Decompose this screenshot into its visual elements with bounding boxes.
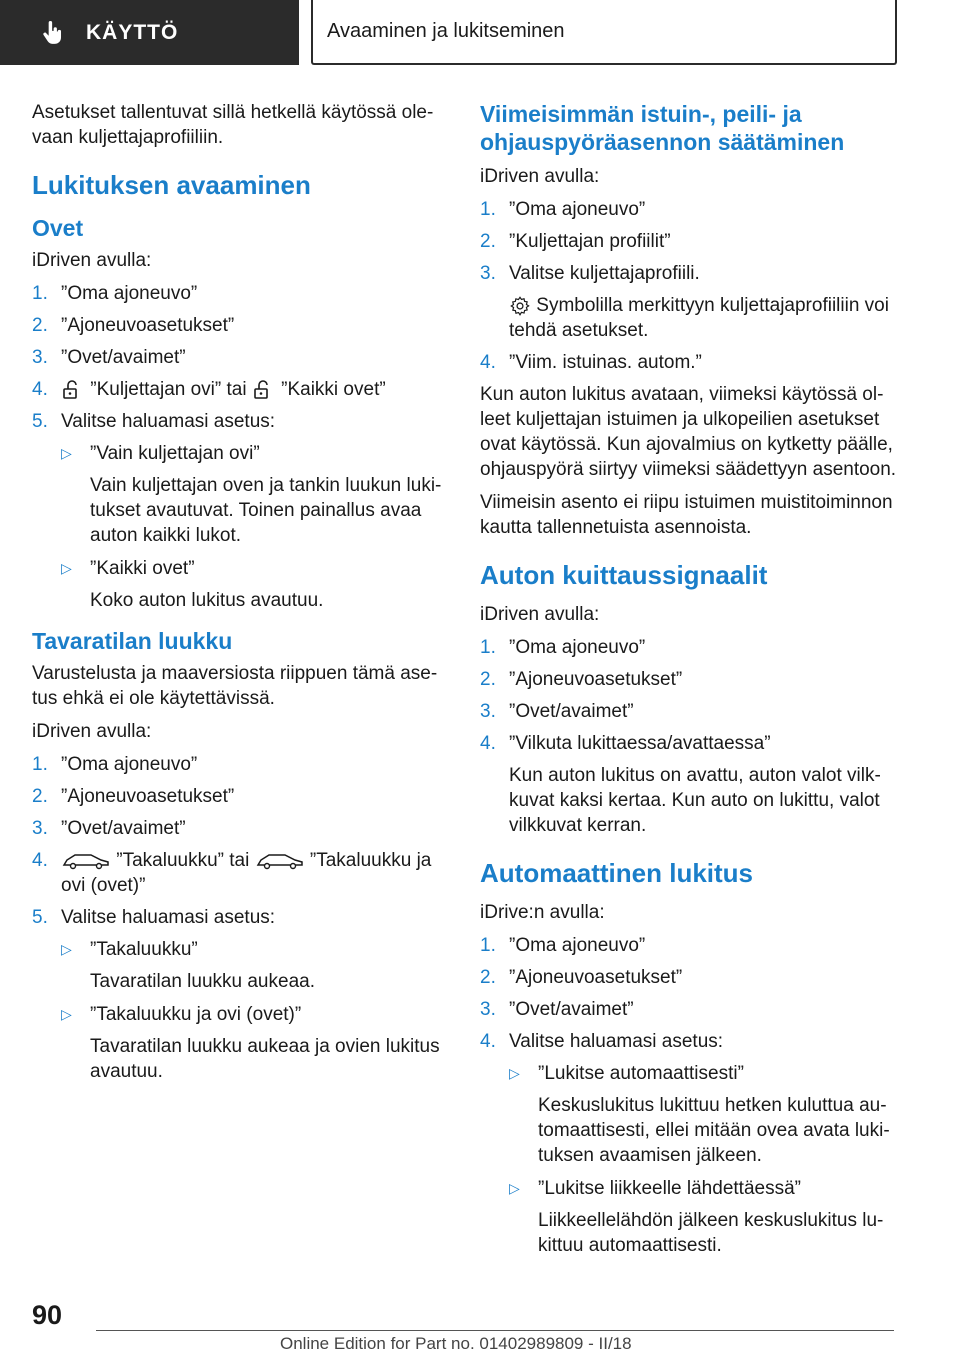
list-number: 2. xyxy=(480,669,496,690)
left-column xyxy=(32,100,452,1092)
list-item xyxy=(480,965,900,990)
triangle-bullet-icon: ▷ xyxy=(61,1006,72,1022)
option-item xyxy=(480,1176,900,1201)
list-number: 1. xyxy=(480,199,496,220)
list-text: ”Ovet/avaimet” xyxy=(509,701,634,722)
list-text: ”Ovet/avaimet” xyxy=(61,818,186,839)
option-description: Tavaratilan luukku aukeaa ja ovien lukitus avautuu. xyxy=(90,1036,440,1082)
list-item xyxy=(480,197,900,222)
list-text: ”Oma ajoneuvo” xyxy=(509,199,646,220)
list-item xyxy=(480,1029,900,1054)
list-number: 2. xyxy=(32,786,48,807)
unlock-icon xyxy=(61,379,85,401)
automaattinen-lead: iDrive:n avulla: xyxy=(480,902,605,923)
list-number: 1. xyxy=(32,754,48,775)
viimeisin-paragraph-2: Viimeisin asento ei riipu istuimen muistitoiminnon kautta tallennetuista asennoista. xyxy=(480,492,893,538)
list-text: ”Oma ajoneuvo” xyxy=(509,637,646,658)
option-title: ”Takaluukku” xyxy=(90,939,198,960)
list-item xyxy=(480,731,900,756)
list-item xyxy=(32,905,452,930)
list-item xyxy=(32,784,452,809)
tavaratila-note: Varustelusta ja maaversiosta riippuen tämä ase-tus ehkä ei ole käytettävissä. xyxy=(32,663,438,709)
list-number: 4. xyxy=(480,352,496,373)
list-text: ”Vilkuta lukittaessa/avattaessa” xyxy=(509,733,771,754)
list-number: 3. xyxy=(480,701,496,722)
list-item xyxy=(480,997,900,1022)
ovet-lead: iDriven avulla: xyxy=(32,250,152,271)
option-item xyxy=(480,1061,900,1086)
viimeisin-paragraph-1: Kun auton lukitus avataan, viimeksi käytössä ol-leet kuljettajan istuimen ja ulkopeilien asetukset ovat käytössä. Kun ajovalmius on kytketty päälle, ohjauspyörä siirtyy viimeksi säädettyyn asentoon. xyxy=(480,384,897,480)
gear-icon xyxy=(509,295,531,317)
kuittaus-heading: Auton kuittaussignaalit xyxy=(480,560,768,590)
list-item xyxy=(32,345,452,370)
section-title: Avaaminen ja lukitseminen xyxy=(327,20,565,42)
page-number: 90 xyxy=(32,1300,63,1330)
list-text: ”Viim. istuinas. autom.” xyxy=(509,352,702,373)
list-text: ”Ovet/avaimet” xyxy=(61,347,186,368)
chapter-tab-label: KÄYTTÖ xyxy=(86,20,179,44)
option-description: Liikkeellelähdön jälkeen keskuslukitus lu-kittuu automaattisesti. xyxy=(538,1210,884,1256)
option-item xyxy=(32,1002,452,1027)
list-item xyxy=(32,377,452,402)
list-number: 1. xyxy=(32,283,48,304)
list-text: ”Ajoneuvoasetukset” xyxy=(509,967,683,988)
list-number: 5. xyxy=(32,411,48,432)
triangle-bullet-icon: ▷ xyxy=(509,1065,520,1081)
list-item xyxy=(480,667,900,692)
list-number: 3. xyxy=(32,347,48,368)
list-text: ”Ajoneuvoasetukset” xyxy=(61,315,235,336)
triangle-bullet-icon: ▷ xyxy=(61,941,72,957)
list-item xyxy=(480,699,900,724)
list-text: ”Oma ajoneuvo” xyxy=(509,935,646,956)
list-number: 2. xyxy=(32,315,48,336)
hand-pointer-icon xyxy=(40,20,66,46)
option-item xyxy=(32,937,452,962)
list-text: ”Kaikki ovet” xyxy=(281,379,386,400)
option-title: ”Lukitse liikkeelle lähdettäessä” xyxy=(538,1178,801,1199)
ovet-heading: Ovet xyxy=(32,215,84,241)
list-text: ”Kuljettajan profiilit” xyxy=(509,231,671,252)
list-number: 1. xyxy=(480,637,496,658)
list-text: ”Oma ajoneuvo” xyxy=(61,754,198,775)
option-title: ”Lukitse automaattisesti” xyxy=(538,1063,744,1084)
option-title: ”Kaikki ovet” xyxy=(90,558,195,579)
list-text: Valitse haluamasi asetus: xyxy=(61,907,276,928)
list-text: ”Takaluukku ja ovi (ovet)” xyxy=(61,850,432,896)
gear-note-text: Symbolilla merkittyyn kuljettajaprofiiliin voi tehdä asetukset. xyxy=(509,295,889,341)
list-item xyxy=(32,752,452,777)
triangle-bullet-icon: ▷ xyxy=(61,560,72,576)
list-number: 4. xyxy=(480,1031,496,1052)
list-number: 5. xyxy=(32,907,48,928)
list-item xyxy=(480,229,900,254)
unlock-icon xyxy=(252,379,276,401)
triangle-bullet-icon: ▷ xyxy=(509,1180,520,1196)
option-description: Koko auton lukitus avautuu. xyxy=(90,590,324,611)
list-item xyxy=(480,261,900,286)
intro-paragraph: Asetukset tallentuvat sillä hetkellä käytössä ole-vaan kuljettajaprofiiliin. xyxy=(32,102,434,148)
kuittaus-lead: iDriven avulla: xyxy=(480,604,600,625)
tavaratila-heading: Tavaratilan luukku xyxy=(32,628,233,654)
tavaratila-lead: iDriven avulla: xyxy=(32,721,152,742)
viimeisin-heading: Viimeisimmän istuin-, peili- ja ohjauspyöräasennon säätäminen xyxy=(480,101,845,155)
list-text: ”Oma ajoneuvo” xyxy=(61,283,198,304)
list-item xyxy=(480,635,900,660)
chapter-tab[interactable] xyxy=(0,0,299,65)
footer-divider xyxy=(96,1330,894,1331)
footer-edition: Online Edition for Part no. 01402989809 - II/18 xyxy=(280,1334,632,1353)
list-item xyxy=(480,350,900,375)
section-header xyxy=(311,0,897,65)
option-item xyxy=(32,441,452,466)
list-number: 3. xyxy=(480,999,496,1020)
option-title: ”Takaluukku ja ovi (ovet)” xyxy=(90,1004,302,1025)
list-number: 1. xyxy=(480,935,496,956)
list-number: 4. xyxy=(480,733,496,754)
list-number: 3. xyxy=(32,818,48,839)
car-tailgate-icon xyxy=(61,851,111,871)
main-heading: Lukituksen avaaminen xyxy=(32,170,311,200)
list-number: 2. xyxy=(480,231,496,252)
list-text: ”Ovet/avaimet” xyxy=(509,999,634,1020)
list-item xyxy=(32,281,452,306)
list-number: 2. xyxy=(480,967,496,988)
list-text: Valitse haluamasi asetus: xyxy=(61,411,276,432)
option-description: Keskuslukitus lukittuu hetken kuluttua au-tomaattisesti, ellei mitään ovea avata luki-tuksen avaamisen jälkeen. xyxy=(538,1095,890,1166)
list-text: Valitse kuljettajaprofiili. xyxy=(509,263,700,284)
option-item xyxy=(32,556,452,581)
list-text: ”Kuljettajan ovi” tai xyxy=(90,379,247,400)
list-text: ”Ajoneuvoasetukset” xyxy=(509,669,683,690)
option-description: Vain kuljettajan oven ja tankin luukun luki-tukset avautuvat. Toinen painallus avaa auton kaikki lukot. xyxy=(90,475,442,546)
option-description: Tavaratilan luukku aukeaa. xyxy=(90,971,315,992)
list-text: Valitse haluamasi asetus: xyxy=(509,1031,724,1052)
option-title: ”Vain kuljettajan ovi” xyxy=(90,443,260,464)
gear-note xyxy=(480,293,900,343)
triangle-bullet-icon: ▷ xyxy=(61,445,72,461)
list-item xyxy=(32,848,452,898)
car-tailgate-icon xyxy=(255,851,305,871)
kuittaus-item4-description: Kun auton lukitus on avattu, auton valot vilk-kuvat kaksi kertaa. Kun auto on lukittu, valot vilkkuvat kerran. xyxy=(509,765,881,836)
list-item xyxy=(480,933,900,958)
automaattinen-heading: Automaattinen lukitus xyxy=(480,858,754,888)
list-item xyxy=(32,313,452,338)
list-item xyxy=(32,816,452,841)
list-text: ”Ajoneuvoasetukset” xyxy=(61,786,235,807)
list-number: 4. xyxy=(32,379,48,400)
list-text: ”Takaluukku” tai xyxy=(116,850,250,871)
viimeisin-lead: iDriven avulla: xyxy=(480,166,600,187)
list-item xyxy=(32,409,452,434)
list-number: 3. xyxy=(480,263,496,284)
list-number: 4. xyxy=(32,850,48,871)
right-column xyxy=(480,100,900,1266)
